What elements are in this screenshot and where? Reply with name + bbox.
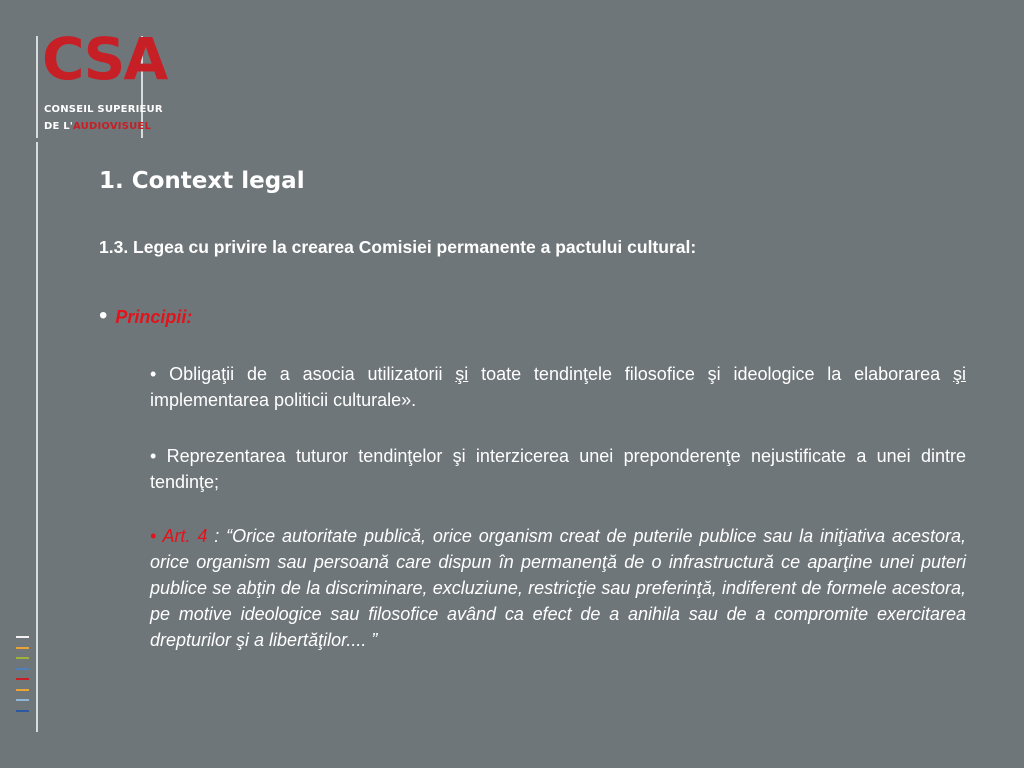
left-vertical-rule <box>36 142 38 732</box>
article-quote: : “Orice autoritate publică, orice organism creat de puterile publice sau la iniţiativa acestora, orice organism sau persoană care dispun în permanenţă de o infrastructură ce aparţine unei puteri publice se abţin de la discriminare, excluziune, restricţie sau preferinţă, indiferent de formele acestora, pe motive ideologice sau filosofice având ca efect de a anihila sau de a compromite exercitarea drepturilor şi a libertăţilor.... ” <box>150 526 966 650</box>
logo-line-1: CONSEIL SUPERIEUR <box>44 104 163 115</box>
principle-item-1 <box>150 361 966 413</box>
bullet-icon: • <box>150 526 157 546</box>
color-dash <box>16 647 29 649</box>
principles-heading <box>99 302 192 330</box>
color-dash <box>16 657 29 659</box>
principle-1-underlined-2: şi <box>953 364 966 384</box>
principle-1-text-a: Obligaţii de a asocia utilizatorii <box>169 364 456 384</box>
slide-title: 1. Context legal <box>99 168 305 194</box>
bullet-icon: • <box>99 302 108 329</box>
csa-logo <box>36 25 167 140</box>
color-dash <box>16 678 29 680</box>
principles-label: Principii: <box>115 307 193 327</box>
principle-1-underlined-1: şi <box>455 364 469 384</box>
logo-left-rule <box>36 36 38 138</box>
color-dash <box>16 668 29 670</box>
article-reference: Art. 4 <box>162 526 208 546</box>
color-dash <box>16 636 29 638</box>
principle-1-text-b: toate tendinţele filosofice şi ideologice la elaborarea <box>468 364 953 384</box>
color-dash <box>16 710 29 712</box>
logo-line-2 <box>44 121 151 132</box>
color-dashes <box>16 636 32 720</box>
principle-item-3 <box>150 523 966 653</box>
logo-line-2-prefix: DE L' <box>44 121 74 132</box>
color-dash <box>16 699 29 701</box>
logo-line-2-highlight: AUDIOVISUEL <box>73 121 152 132</box>
principle-item-2 <box>150 443 966 495</box>
bullet-icon: • <box>150 364 157 384</box>
color-dash <box>16 689 29 691</box>
bullet-icon: • <box>150 446 157 466</box>
principle-1-text-c: implementarea politicii culturale». <box>150 390 417 410</box>
slide-subtitle: 1.3. Legea cu privire la crearea Comisiei permanente a pactului cultural: <box>99 237 697 257</box>
logo-acronym: CSA <box>42 25 167 93</box>
principle-2-text: Reprezentarea tuturor tendinţelor şi interzicerea unei preponderenţe nejustificate a unei dintre tendinţe; <box>150 446 966 492</box>
